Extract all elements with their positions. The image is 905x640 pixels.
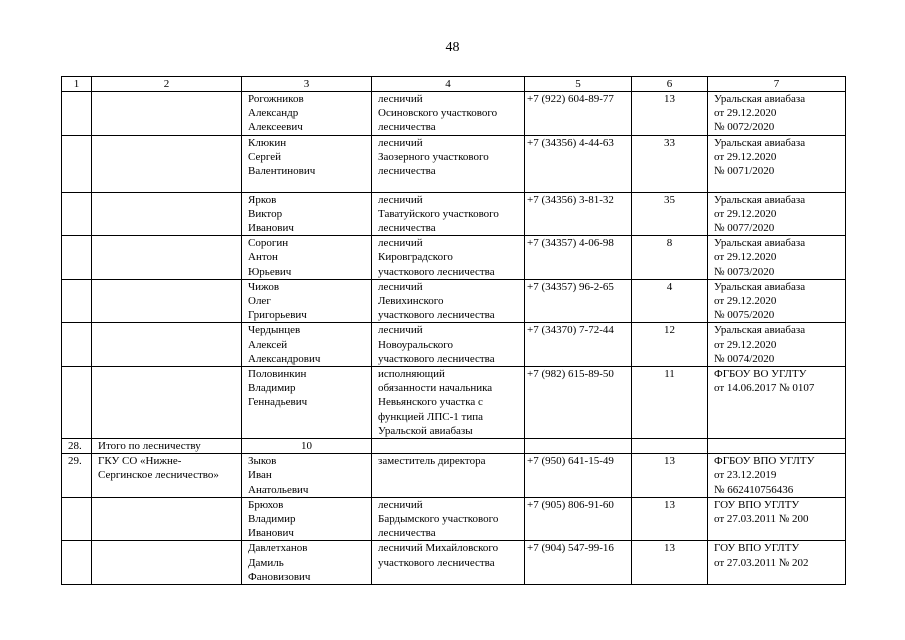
table-row [62,92,846,136]
certificate-cell [708,236,846,280]
position-cell [372,92,525,136]
cell-line: Половинкин [248,368,307,381]
experience-cell: 12 [632,323,708,367]
cell-line: № 0073/2020 [714,265,775,278]
certificate-cell [708,192,846,236]
full-name-cell [242,279,372,323]
certificate-cell [708,323,846,367]
organization-cell [92,367,242,439]
experience-cell: 13 [632,454,708,498]
cell-line: Владимир [248,513,296,526]
cell-line: Таватуйского участкового [378,207,499,220]
empty-cell [525,439,632,454]
position-cell [372,541,525,585]
phone-cell: +7 (950) 641-15-49 [525,454,632,498]
table-row [62,192,846,236]
cell-line: от 29.12.2020 [714,251,777,264]
cell-line: Анатольевич [248,483,309,496]
cell-line: участкового лесничества [378,309,495,322]
experience-cell: 13 [632,541,708,585]
cell-line: Иван [248,469,272,482]
cell-line: участкового лесничества [378,556,495,569]
phone-cell: +7 (34370) 7-72-44 [525,323,632,367]
total-row [62,439,846,454]
cell-line: Бардымского участкового [378,513,499,526]
full-name-cell [242,541,372,585]
column-header: 7 [708,77,846,92]
row-number-cell [62,541,92,585]
cell-line: Зыков [248,455,277,468]
table-row [62,135,846,192]
cell-line: Геннадьевич [248,396,308,409]
phone-cell: +7 (34356) 3-81-32 [525,192,632,236]
cell-line: Валентинович [248,165,316,178]
cell-line: участкового лесничества [378,352,495,365]
cell-line: лесничий [378,280,423,293]
page-number: 48 [445,40,460,55]
table-header-row [62,77,846,92]
cell-line: Иванович [248,527,294,540]
certificate-cell [708,367,846,439]
cell-line: Дамиль [248,556,284,569]
column-header: 4 [372,77,525,92]
cell-line: лесничий [378,237,423,250]
column-header: 5 [525,77,632,92]
cell-line: Ярков [248,193,277,206]
cell-line: ГОУ ВПО УГЛТУ [714,542,800,555]
cell-line: № 0075/2020 [714,309,775,322]
table-row [62,541,846,585]
cell-line: Уральская авиабаза [714,324,806,337]
cell-line: лесничий [378,193,423,206]
position-cell [372,367,525,439]
certificate-cell [708,279,846,323]
cell-line: ФГБОУ ВПО УГЛТУ [714,455,815,468]
certificate-cell [708,135,846,192]
cell-line: от 29.12.2020 [714,295,777,308]
experience-cell: 33 [632,135,708,192]
cell-line: Чердынцев [248,324,301,337]
row-number-cell [62,279,92,323]
full-name-cell [242,454,372,498]
position-cell [372,192,525,236]
full-name-cell [242,236,372,280]
position-cell [372,279,525,323]
full-name-cell [242,135,372,192]
cell-line: Олег [248,295,271,308]
cell-line: лесничества [378,222,436,235]
cell-line: от 23.12.2019 [714,469,777,482]
cell-line: № 0071/2020 [714,165,775,178]
cell-line: Владимир [248,382,296,395]
table-row [62,454,846,498]
column-header: 3 [242,77,372,92]
cell-line: заместитель директора [378,455,486,468]
phone-cell: +7 (34357) 4-06-98 [525,236,632,280]
experience-cell: 4 [632,279,708,323]
position-cell [372,323,525,367]
experience-cell: 13 [632,497,708,541]
cell-line: от 14.06.2017 № 0107 [714,382,815,395]
cell-line: № 0072/2020 [714,121,775,134]
cell-line: Брюхов [248,498,284,511]
table-body [62,77,846,585]
experience-cell: 13 [632,92,708,136]
full-name-cell [242,367,372,439]
cell-line: Виктор [248,207,283,220]
table-row [62,236,846,280]
cell-line: ФГБОУ ВО УГЛТУ [714,368,807,381]
full-name-cell [242,497,372,541]
row-number-cell [62,367,92,439]
certificate-cell [708,454,846,498]
cell-line: № 0074/2020 [714,352,775,365]
staff-table [61,76,846,585]
cell-line: лесничий [378,136,423,149]
cell-line: Давлетханов [248,542,308,555]
cell-line: Новоуральского [378,338,454,351]
table-row [62,323,846,367]
column-header: 6 [632,77,708,92]
table-row [62,497,846,541]
experience-cell: 35 [632,192,708,236]
cell-line: ГОУ ВПО УГЛТУ [714,498,800,511]
cell-line: Алексей [248,338,288,351]
cell-line: Уральская авиабаза [714,280,806,293]
position-cell [372,497,525,541]
organization-cell [92,192,242,236]
cell-line: участкового лесничества [378,265,495,278]
organization-cell [92,279,242,323]
row-number-cell [62,135,92,192]
cell-line: лесничий Михайловского [378,542,499,555]
cell-line: от 29.12.2020 [714,150,777,163]
cell-line: Антон [248,251,278,264]
row-number-cell [62,192,92,236]
cell-line: Невьянского участка с [378,396,483,409]
row-number-cell [62,497,92,541]
table-row [62,279,846,323]
cell-line: от 29.12.2020 [714,107,777,120]
full-name-cell [242,323,372,367]
certificate-cell [708,497,846,541]
phone-cell: +7 (905) 806-91-60 [525,497,632,541]
cell-line: от 27.03.2011 № 202 [714,556,809,569]
cell-line: лесничества [378,165,436,178]
organization-cell [92,541,242,585]
empty-cell [708,439,846,454]
phone-cell: +7 (34356) 4-44-63 [525,135,632,192]
total-label-cell: Итого по лесничеству [92,439,242,454]
column-header: 1 [62,77,92,92]
cell-line: Рогожников [248,93,304,105]
organization-cell [92,236,242,280]
cell-line: Клюкин [248,136,287,149]
phone-cell: +7 (922) 604-89-77 [525,92,632,136]
full-name-cell [242,192,372,236]
organization-cell [92,92,242,136]
cell-line: Заозерного участкового [378,150,489,163]
cell-line: от 29.12.2020 [714,338,777,351]
cell-line: лесничества [378,527,436,540]
cell-line: исполняющий [378,368,445,381]
cell-line: ГКУ СО «Нижне- [98,455,182,468]
cell-line: Сорогин [248,237,289,250]
empty-cell [372,439,525,454]
total-value-cell: 10 [242,439,372,454]
row-number-cell: 28. [62,439,92,454]
cell-line: Уральская авиабаза [714,93,806,105]
cell-line: Алексеевич [248,121,303,134]
cell-line: лесничий [378,324,423,337]
row-number-cell [62,323,92,367]
cell-line: Фановизович [248,570,311,583]
cell-line: от 29.12.2020 [714,207,777,220]
phone-cell: +7 (982) 615-89-50 [525,367,632,439]
cell-line: лесничества [378,121,436,134]
certificate-cell [708,92,846,136]
experience-cell: 8 [632,236,708,280]
phone-cell: +7 (34357) 96-2-65 [525,279,632,323]
position-cell [372,454,525,498]
cell-line: Чижов [248,280,280,293]
certificate-cell [708,541,846,585]
row-number-cell [62,236,92,280]
organization-cell [92,497,242,541]
full-name-cell [242,92,372,136]
table-row [62,367,846,439]
cell-line: Кировградского [378,251,453,264]
cell-line: Григорьевич [248,309,307,322]
position-cell [372,236,525,280]
row-number-cell: 29. [62,454,92,498]
cell-line: № 0077/2020 [714,222,775,235]
cell-line: Александрович [248,352,321,365]
cell-line: Сергей [248,150,281,163]
cell-line: лесничий [378,498,423,511]
cell-line: функцией ЛПС-1 типа [378,410,483,423]
cell-line: Уральская авиабаза [714,237,806,250]
experience-cell: 11 [632,367,708,439]
cell-line: лесничий [378,93,423,105]
cell-line: обязанности начальника [378,382,493,395]
position-cell [372,135,525,192]
cell-line: от 27.03.2011 № 200 [714,513,809,526]
cell-line: Юрьевич [248,265,292,278]
cell-line: № 662410756436 [714,483,794,496]
cell-line: Осиновского участкового [378,107,498,120]
cell-line: Уральской авиабазы [378,424,473,437]
organization-cell [92,135,242,192]
organization-cell [92,454,242,498]
phone-cell: +7 (904) 547-99-16 [525,541,632,585]
cell-line: Левихинского [378,295,444,308]
organization-cell [92,323,242,367]
cell-line: Уральская авиабаза [714,193,806,206]
cell-line: Сергинское лесничество» [98,469,219,482]
empty-cell [632,439,708,454]
cell-line: Александр [248,107,299,120]
cell-line: Уральская авиабаза [714,136,806,149]
cell-line: Иванович [248,222,294,235]
row-number-cell [62,92,92,136]
column-header: 2 [92,77,242,92]
